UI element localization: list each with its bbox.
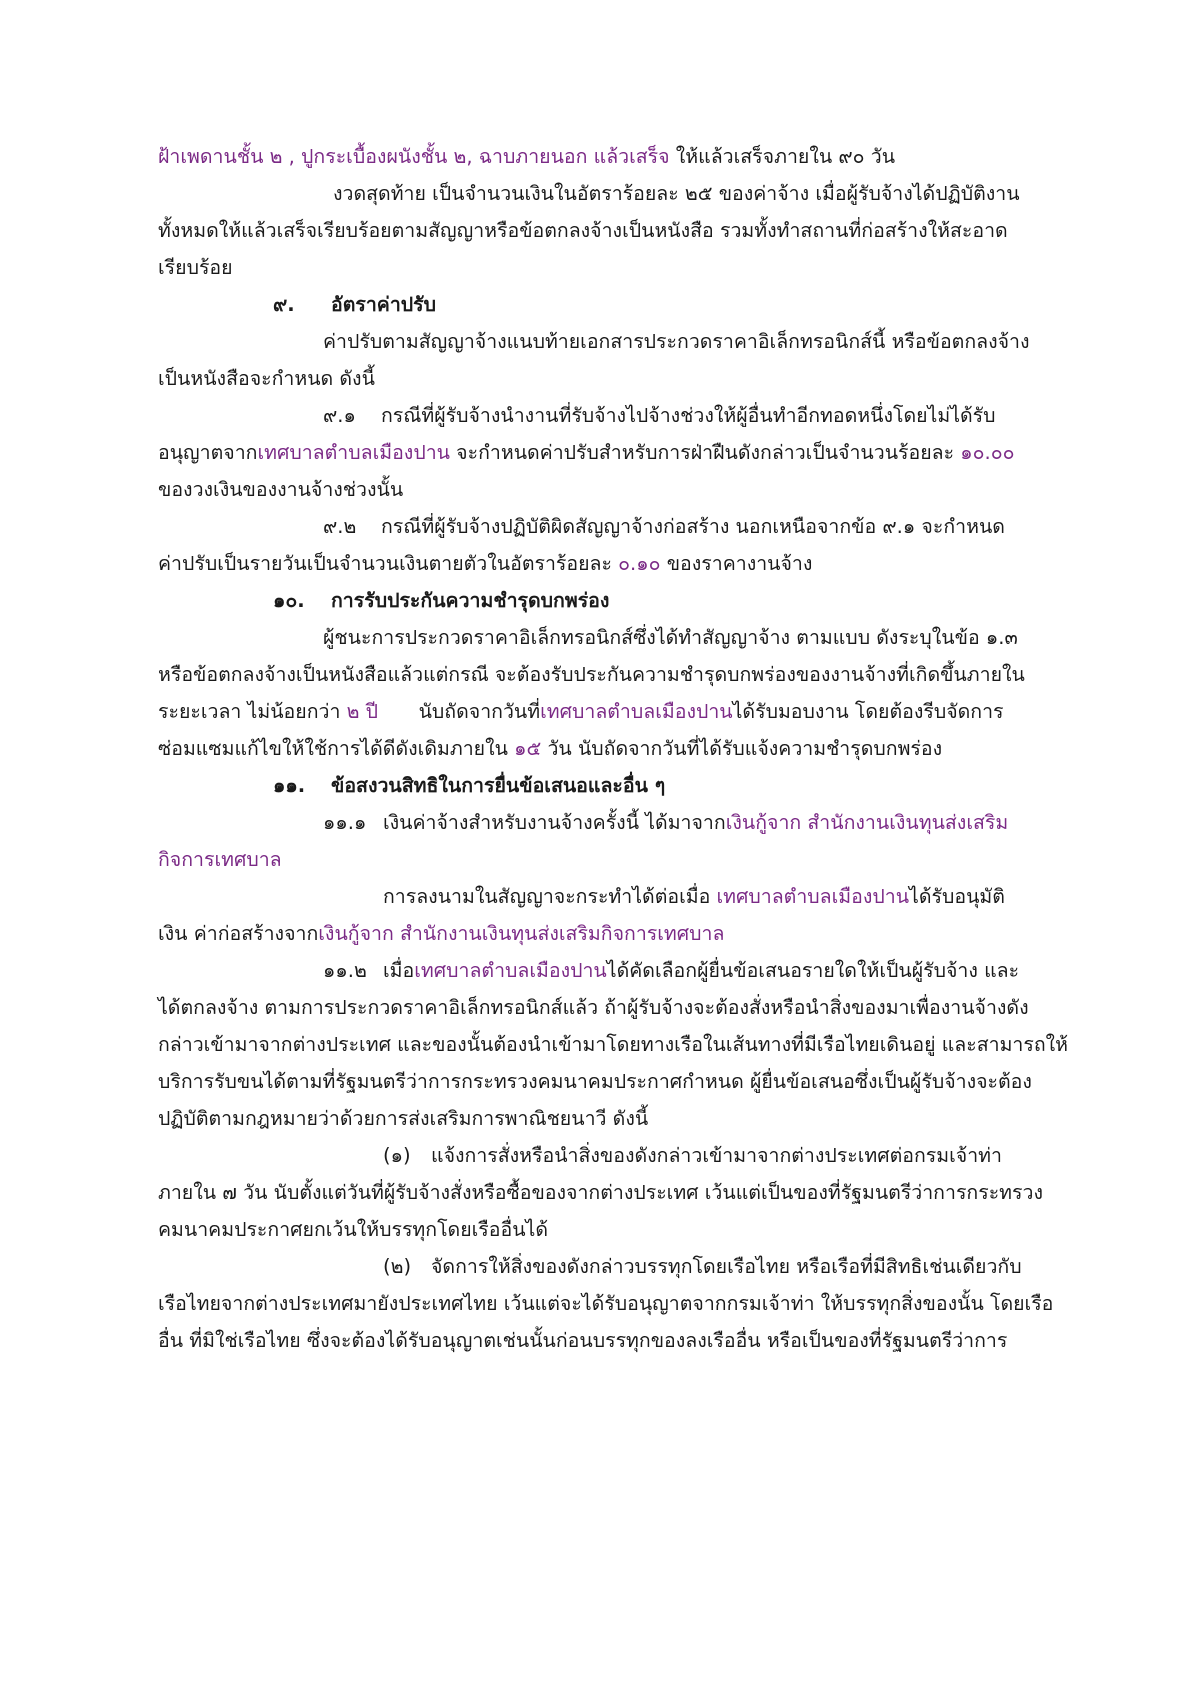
section-number: ๙. [273, 293, 295, 316]
paragraph-line: เรือไทยจากต่างประเทศมายังประเทศไทย เว้นแต่จะได้รับอนุญาตจากกรมเจ้าท่า ให้บรรทุกสิ่งของนั้น โดยเรือ [158, 1292, 1054, 1315]
clause-number: ๙.๑ [323, 404, 356, 427]
paragraph-line: เป็นหนังสือจะกำหนด ดังนี้ [158, 367, 375, 390]
clause-text: กรณีที่ผู้รับจ้างปฏิบัติผิดสัญญาจ้างก่อสร้าง นอกเหนือจากข้อ ๙.๑ จะกำหนด [381, 515, 1005, 538]
paragraph-line: เรียบร้อย [158, 256, 233, 279]
section-heading-9 [273, 292, 436, 318]
paragraph-line: ได้ตกลงจ้าง ตามการประกวดราคาอิเล็กทรอนิกส์แล้ว ถ้าผู้รับจ้างจะต้องสั่งหรือนำสิ่งของมาเพื่องานจ้างดัง [158, 996, 1029, 1019]
highlighted-text: เทศบาลตำบลเมืองปาน [257, 441, 450, 464]
clause-text: จัดการให้สิ่งของดังกล่าวบรรทุกโดยเรือไทย หรือเรือที่มีสิทธิเช่นเดียวกับ [431, 1255, 1022, 1278]
highlighted-text: ๑๐.๐๐ [960, 441, 1015, 464]
text-span: ได้คัดเลือกผู้ยื่นข้อเสนอรายใดให้เป็นผู้รับจ้าง และ [606, 959, 1020, 982]
paragraph-line: กล่าวเข้ามาจากต่างประเทศ และของนั้นต้องนำเข้ามาโดยทางเรือในเส้นทางที่มีเรือไทยเดินอยู่ และสามารถให้ [158, 1033, 1069, 1056]
section-heading-11 [273, 773, 665, 799]
clause-number: ๙.๒ [323, 515, 357, 538]
clause-9-2 [323, 514, 1005, 540]
clause-number: ๑๑.๒ [323, 959, 367, 982]
text-span: เงินค่าจ้างสำหรับงานจ้างครั้งนี้ ได้มาจาก [383, 811, 726, 834]
clause-11-1 [323, 810, 1008, 836]
text-span: ได้รับมอบงาน โดยต้องรีบจัดการ [732, 700, 1004, 723]
clause-11-2 [323, 958, 1019, 984]
text-span: วัน นับถัดจากวันที่ได้รับแจ้งความชำรุดบกพร่อง [541, 737, 943, 760]
section-heading-10 [273, 588, 609, 614]
clause-number: (๑) [383, 1144, 411, 1167]
text-span: ของราคางานจ้าง [660, 552, 813, 575]
paragraph-line: ของวงเงินของงานจ้างช่วงนั้น [158, 478, 404, 501]
text-span: เมื่อ [383, 959, 415, 982]
text-span: ได้รับอนุมัติ [909, 885, 1005, 908]
paragraph-line: ค่าปรับตามสัญญาจ้างแนบท้ายเอกสารประกวดราคาอิเล็กทรอนิกส์นี้ หรือข้อตกลงจ้าง [323, 330, 1030, 353]
text-span: นับถัดจากวันที่ [418, 700, 541, 723]
paragraph-line: กิจการเทศบาล [158, 848, 282, 871]
section-title: ข้อสงวนสิทธิในการยื่นข้อเสนอและอื่น ๆ [331, 774, 666, 797]
text-span: เงิน ค่าก่อสร้างจาก [158, 922, 319, 945]
highlighted-text: เทศบาลตำบลเมืองปาน [414, 959, 607, 982]
paragraph-line: บริการรับขนได้ตามที่รัฐมนตรีว่าการกระทรวงคมนาคมประกาศกำหนด ผู้ยื่นข้อเสนอซึ่งเป็นผู้รับจ้างจะต้อง [158, 1070, 1032, 1093]
highlighted-text: ฝ้าเพดานชั้น ๒ , ปูกระเบื้องผนังชั้น ๒, ฉาบภายนอก แล้วเสร็จ [158, 145, 670, 168]
section-number: ๑๑. [273, 774, 306, 797]
text-span: การลงนามในสัญญาจะกระทำได้ต่อเมื่อ [383, 885, 717, 908]
paragraph-line [158, 736, 942, 762]
highlighted-text: ๑๕ [514, 737, 542, 760]
section-title: อัตราค่าปรับ [331, 293, 437, 316]
highlighted-text: เงินกู้จาก สำนักงานเงินทุนส่งเสริมกิจการเทศบาล [318, 922, 725, 945]
clause-text: แจ้งการสั่งหรือนำสิ่งของดังกล่าวเข้ามาจากต่างประเทศต่อกรมเจ้าท่า [431, 1144, 1002, 1167]
paragraph-line: ทั้งหมดให้แล้วเสร็จเรียบร้อยตามสัญญาหรือข้อตกลงจ้างเป็นหนังสือ รวมทั้งทำสถานที่ก่อสร้างให้สะอาด [158, 219, 1008, 242]
highlighted-text: เทศบาลตำบลเมืองปาน [716, 885, 910, 908]
clause-number: ๑๑.๑ [323, 811, 367, 834]
text-span: อนุญาตจาก [158, 441, 258, 464]
highlighted-text: เงินกู้จาก สำนักงานเงินทุนส่งเสริม [725, 811, 1009, 834]
paragraph-line [158, 551, 812, 577]
sub-clause-1 [383, 1143, 1002, 1169]
paragraph-line: ผู้ชนะการประกวดราคาอิเล็กทรอนิกส์ซึ่งได้ทำสัญญาจ้าง ตามแบบ ดังระบุในข้อ ๑.๓ [323, 626, 1018, 649]
paragraph-line [158, 921, 724, 947]
highlighted-text: ๒ ปี [346, 700, 379, 723]
section-title: การรับประกันความชำรุดบกพร่อง [331, 589, 610, 612]
paragraph-line: งวดสุดท้าย เป็นจำนวนเงินในอัตราร้อยละ ๒๕ ของค่าจ้าง เมื่อผู้รับจ้างได้ปฏิบัติงาน [333, 182, 1020, 205]
section-number: ๑๐. [273, 589, 305, 612]
paragraph-line [158, 440, 1015, 466]
text-span: ให้แล้วเสร็จภายใน ๙๐ วัน [669, 145, 896, 168]
highlighted-text: เทศบาลตำบลเมืองปาน [540, 700, 733, 723]
paragraph-line: คมนาคมประกาศยกเว้นให้บรรทุกโดยเรืออื่นได้ [158, 1218, 548, 1241]
clause-9-1 [323, 403, 996, 429]
paragraph-line: อื่น ที่มิใช่เรือไทย ซึ่งจะต้องได้รับอนุญาตเช่นนั้นก่อนบรรทุกของลงเรืออื่น หรือเป็นของที่รัฐมนตรีว่าการ [158, 1329, 1008, 1352]
paragraph-line [158, 144, 895, 170]
clause-number: (๒) [383, 1255, 412, 1278]
paragraph-line: หรือข้อตกลงจ้างเป็นหนังสือแล้วแต่กรณี จะต้องรับประกันความชำรุดบกพร่องของงานจ้างที่เกิดขึ้นภายใน [158, 663, 1025, 686]
text-span: ค่าปรับเป็นรายวันเป็นจำนวนเงินตายตัวในอัตราร้อยละ [158, 552, 619, 575]
paragraph-line: ปฏิบัติตามกฎหมายว่าด้วยการส่งเสริมการพาณิชยนาวี ดังนี้ [158, 1107, 649, 1130]
paragraph-line: ภายใน ๗ วัน นับตั้งแต่วันที่ผู้รับจ้างสั่งหรือซื้อของจากต่างประเทศ เว้นแต่เป็นของที่รัฐมนตรีว่าการกระทรวง [158, 1181, 1043, 1204]
sub-clause-2 [383, 1254, 1022, 1280]
paragraph-line [383, 884, 1005, 910]
text-span: จะกำหนดค่าปรับสำหรับการฝ่าฝืนดังกล่าวเป็นจำนวนร้อยละ [449, 441, 961, 464]
paragraph-line [158, 699, 1004, 725]
highlighted-text: ๐.๑๐ [618, 552, 661, 575]
clause-text: กรณีที่ผู้รับจ้างนำงานที่รับจ้างไปจ้างช่วงให้ผู้อื่นทำอีกทอดหนึ่งโดยไม่ได้รับ [381, 404, 996, 427]
text-span: ซ่อมแซมแก้ไขให้ใช้การได้ดีดังเดิมภายใน [158, 737, 515, 760]
text-span: ระยะเวลา ไม่น้อยกว่า [158, 700, 347, 723]
